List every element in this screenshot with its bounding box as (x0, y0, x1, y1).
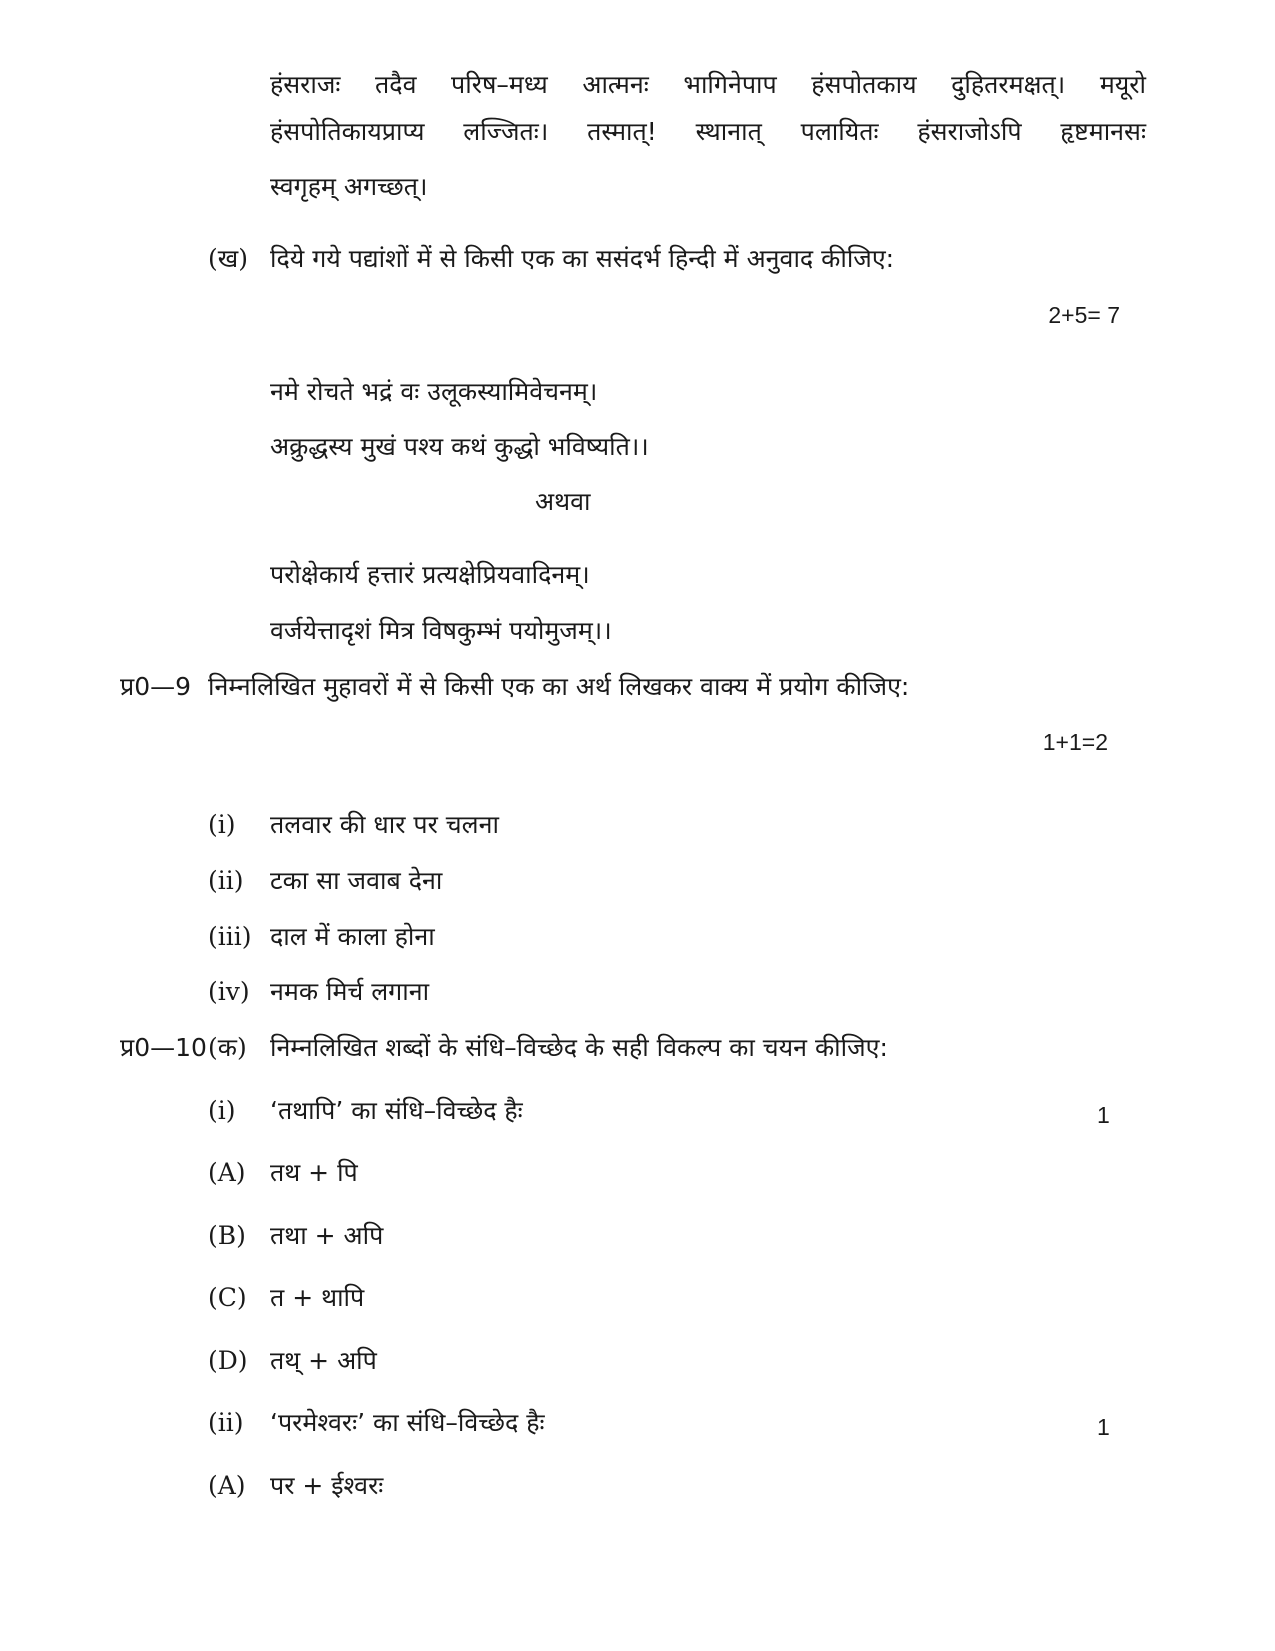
option-label: (A) (208, 1158, 246, 1187)
q9-number: प्र0—9 (120, 672, 192, 701)
option-label: (A) (208, 1471, 246, 1500)
q9-marks: 1+1=2 (1042, 729, 1108, 755)
verse2-line-1: परोक्षेकार्य हत्तारं प्रत्यक्षेप्रियवादिनम्। (270, 560, 590, 589)
passage-line-1: हंसराजः तदैव परिष–मध्य आत्मनः भागिनेपाप हंसपोतकाय दुहितरमक्षत्। मयूरो (270, 70, 1146, 99)
q9-item-text: टका सा जवाब देना (270, 866, 443, 895)
q10-instruction: निम्नलिखित शब्दों के संधि–विच्छेद के सही विकल्प का चयन कीजिए: (270, 1033, 888, 1062)
option-label: (C) (208, 1283, 247, 1312)
q9-item-label: (ii) (208, 866, 244, 895)
q10-sub2-marks: 1 (1097, 1414, 1110, 1440)
verse1-line-1: नमे रोचते भद्रं वः उलूकस्यामिवेचनम्। (270, 377, 598, 406)
q8-part-label: (ख) (208, 244, 248, 273)
q9-instruction: निम्नलिखित मुहावरों में से किसी एक का अर्थ लिखकर वाक्य में प्रयोग कीजिए: (208, 672, 910, 701)
option-text: तथ् + अपि (270, 1346, 377, 1375)
q9-item-label: (iv) (208, 977, 250, 1006)
q9-item-text: दाल में काला होना (270, 922, 435, 951)
q10-sub2-text: ‘परमेश्वरः’ का संधि–विच्छेद हैः (270, 1408, 545, 1437)
option-label: (D) (208, 1346, 248, 1375)
q10-sub2-label: (ii) (208, 1408, 244, 1437)
option-text: तथा + अपि (270, 1221, 384, 1250)
option-text: तथ + पि (270, 1158, 358, 1187)
q9-item-text: नमक मिर्च लगाना (270, 977, 430, 1006)
verse1-line-2: अक्रुद्धस्य मुखं पश्य कथं कुद्धो भविष्यति।। (270, 432, 649, 461)
q8-instruction: दिये गये पद्यांशों में से किसी एक का ससंदर्भ हिन्दी में अनुवाद कीजिए: (270, 244, 895, 273)
option-text: पर + ईश्वरः (270, 1471, 384, 1500)
q9-item-text: तलवार की धार पर चलना (270, 810, 499, 839)
verse2-line-2: वर्जयेत्तादृशं मित्र विषकुम्भं पयोमुजम्।। (270, 616, 612, 645)
q10-number: प्र0—10 (120, 1033, 207, 1062)
passage-line-3: स्वगृहम् अगच्छत्। (270, 172, 428, 201)
q10-part-label: (क) (208, 1033, 247, 1062)
q9-item-label: (i) (208, 810, 236, 839)
q10-sub1-label: (i) (208, 1096, 236, 1125)
passage-line-2: हंसपोतिकायप्राप्य लज्जितः। तस्मात्! स्थानात् पलायितः हंसराजोऽपि हृष्टमानसः (270, 117, 1146, 146)
q10-sub1-marks: 1 (1097, 1102, 1110, 1128)
or-divider: अथवा (535, 487, 591, 516)
option-text: त + थापि (270, 1283, 365, 1312)
q8-marks: 2+5= 7 (1048, 302, 1120, 328)
option-label: (B) (208, 1221, 246, 1250)
q10-sub1-text: ‘तथापि’ का संधि–विच्छेद हैः (270, 1096, 523, 1125)
q9-item-label: (iii) (208, 922, 252, 951)
